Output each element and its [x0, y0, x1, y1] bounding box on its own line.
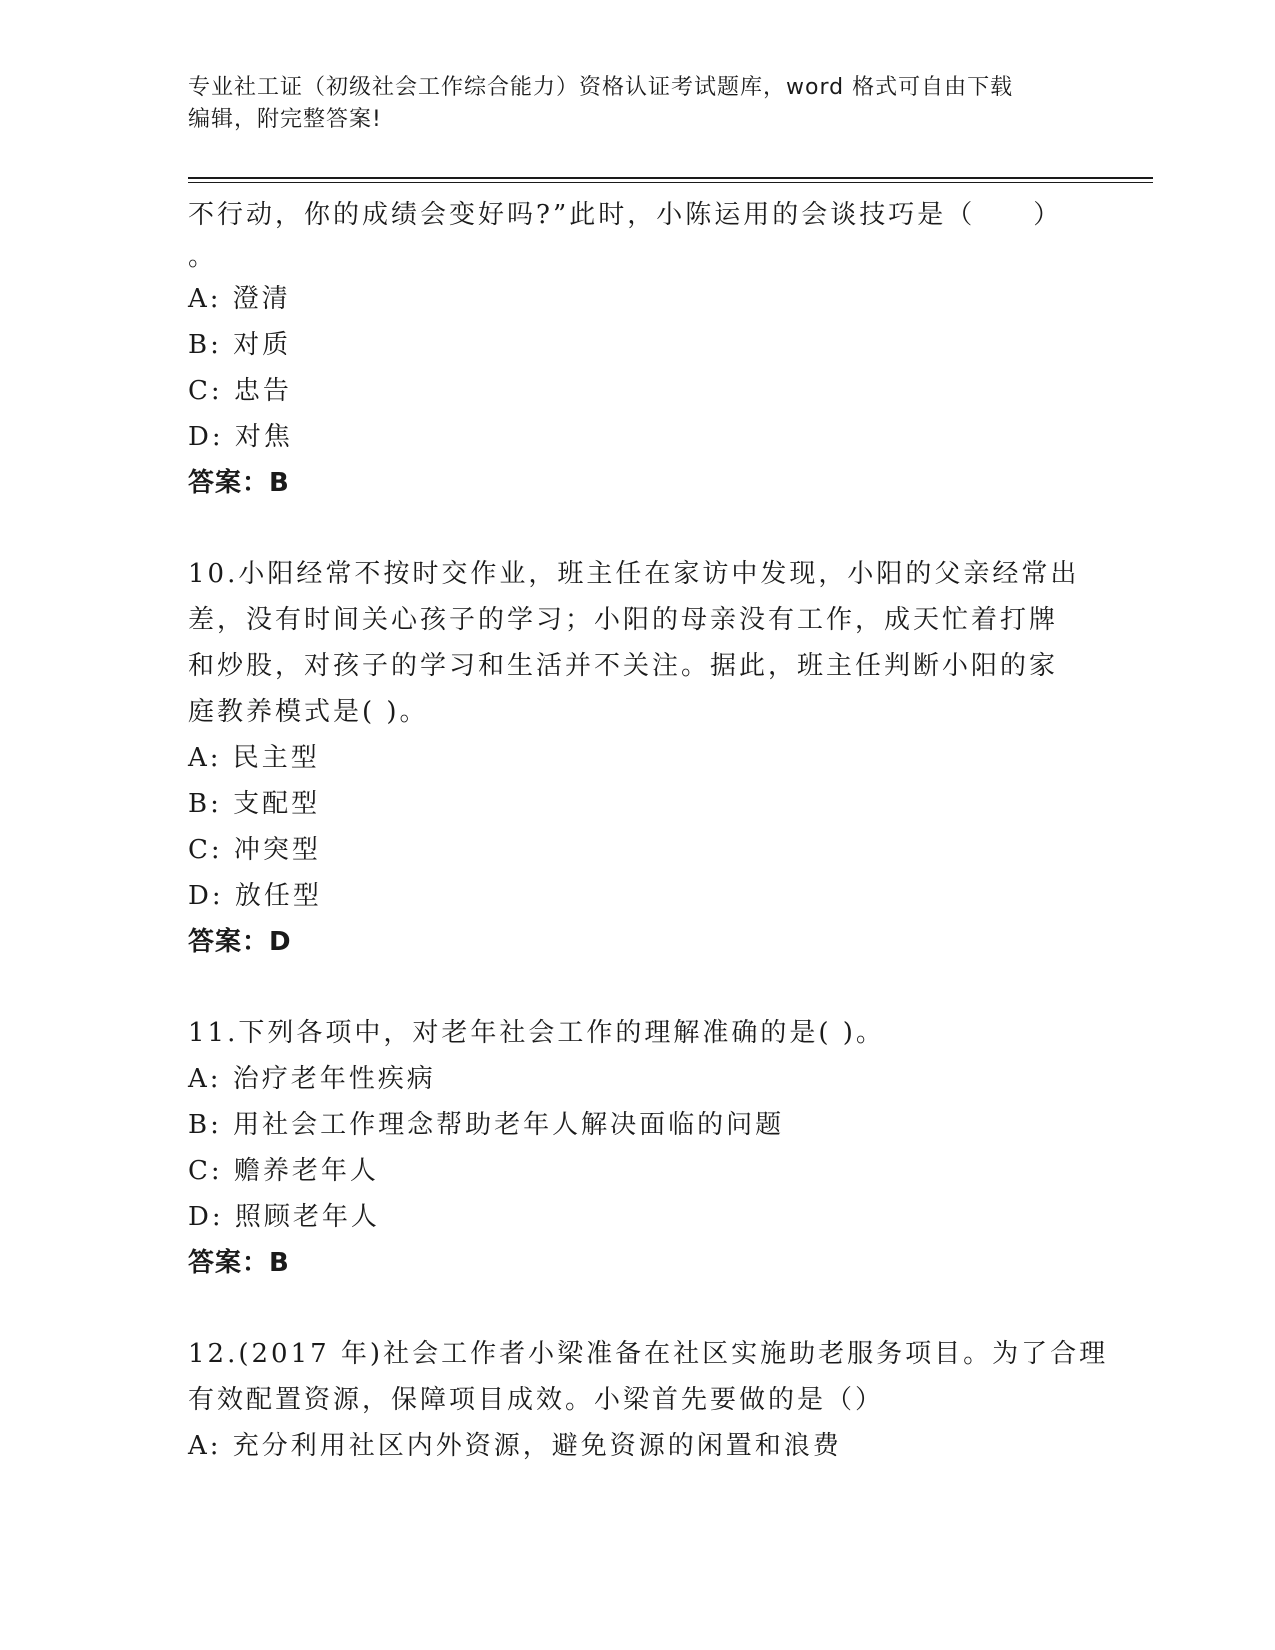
- spacer: [188, 1286, 1088, 1331]
- document-header: [188, 72, 1088, 136]
- question-stem: 庭教养模式是( )。: [188, 697, 429, 727]
- question-content: [188, 192, 1109, 1469]
- question-11: [188, 1010, 1088, 1286]
- answer-label: 答案：B: [188, 1248, 290, 1278]
- question-stem: 12.(2017 年)社会工作者小梁准备在社区实施助老服务项目。为了合理: [188, 1339, 1109, 1369]
- option-a: A: 充分利用社区内外资源，避免资源的闲置和浪费: [188, 1431, 842, 1461]
- question-12: [188, 1331, 1109, 1469]
- header-divider-thick: [188, 177, 1153, 179]
- question-stem: 差，没有时间关心孩子的学习；小阳的母亲没有工作，成天忙着打牌: [188, 605, 1059, 635]
- option-b: B: 对质: [188, 330, 292, 360]
- answer-label: 答案：D: [188, 927, 292, 957]
- answer-label: 答案：B: [188, 468, 290, 498]
- question-stem: 不行动，你的成绩会变好吗?”此时，小陈运用的会谈技巧是（ ）: [188, 200, 1063, 230]
- option-a: A: 民主型: [188, 743, 320, 773]
- option-d: D: 对焦: [188, 422, 293, 452]
- question-stem: 。: [188, 242, 218, 272]
- option-b: B: 支配型: [188, 789, 321, 819]
- option-c: C: 赡养老年人: [188, 1156, 379, 1186]
- question-10: [188, 551, 1088, 965]
- question-stem: 11.下列各项中，对老年社会工作的理解准确的是( )。: [188, 1018, 885, 1048]
- option-d: D: 放任型: [188, 881, 322, 911]
- option-c: C: 冲突型: [188, 835, 321, 865]
- header-line-1: 专业社工证（初级社会工作综合能力）资格认证考试题库，word 格式可自由下载: [188, 75, 1014, 100]
- spacer: [188, 506, 1088, 551]
- spacer: [188, 965, 1088, 1010]
- header-divider-thin: [188, 182, 1153, 183]
- question-9: [188, 192, 1088, 506]
- header-line-2: 编辑，附完整答案!: [188, 107, 382, 132]
- option-a: A: 治疗老年性疾病: [188, 1064, 436, 1094]
- question-stem: 和炒股，对孩子的学习和生活并不关注。据此，班主任判断小阳的家: [188, 651, 1059, 681]
- option-a: A: 澄清: [188, 284, 291, 314]
- option-b: B: 用社会工作理念帮助老年人解决面临的问题: [188, 1110, 785, 1140]
- question-stem: 有效配置资源，保障项目成效。小梁首先要做的是（）: [188, 1385, 885, 1415]
- question-stem: 10.小阳经常不按时交作业，班主任在家访中发现，小阳的父亲经常出: [188, 559, 1080, 589]
- option-d: D: 照顾老年人: [188, 1202, 380, 1232]
- option-c: C: 忠告: [188, 376, 292, 406]
